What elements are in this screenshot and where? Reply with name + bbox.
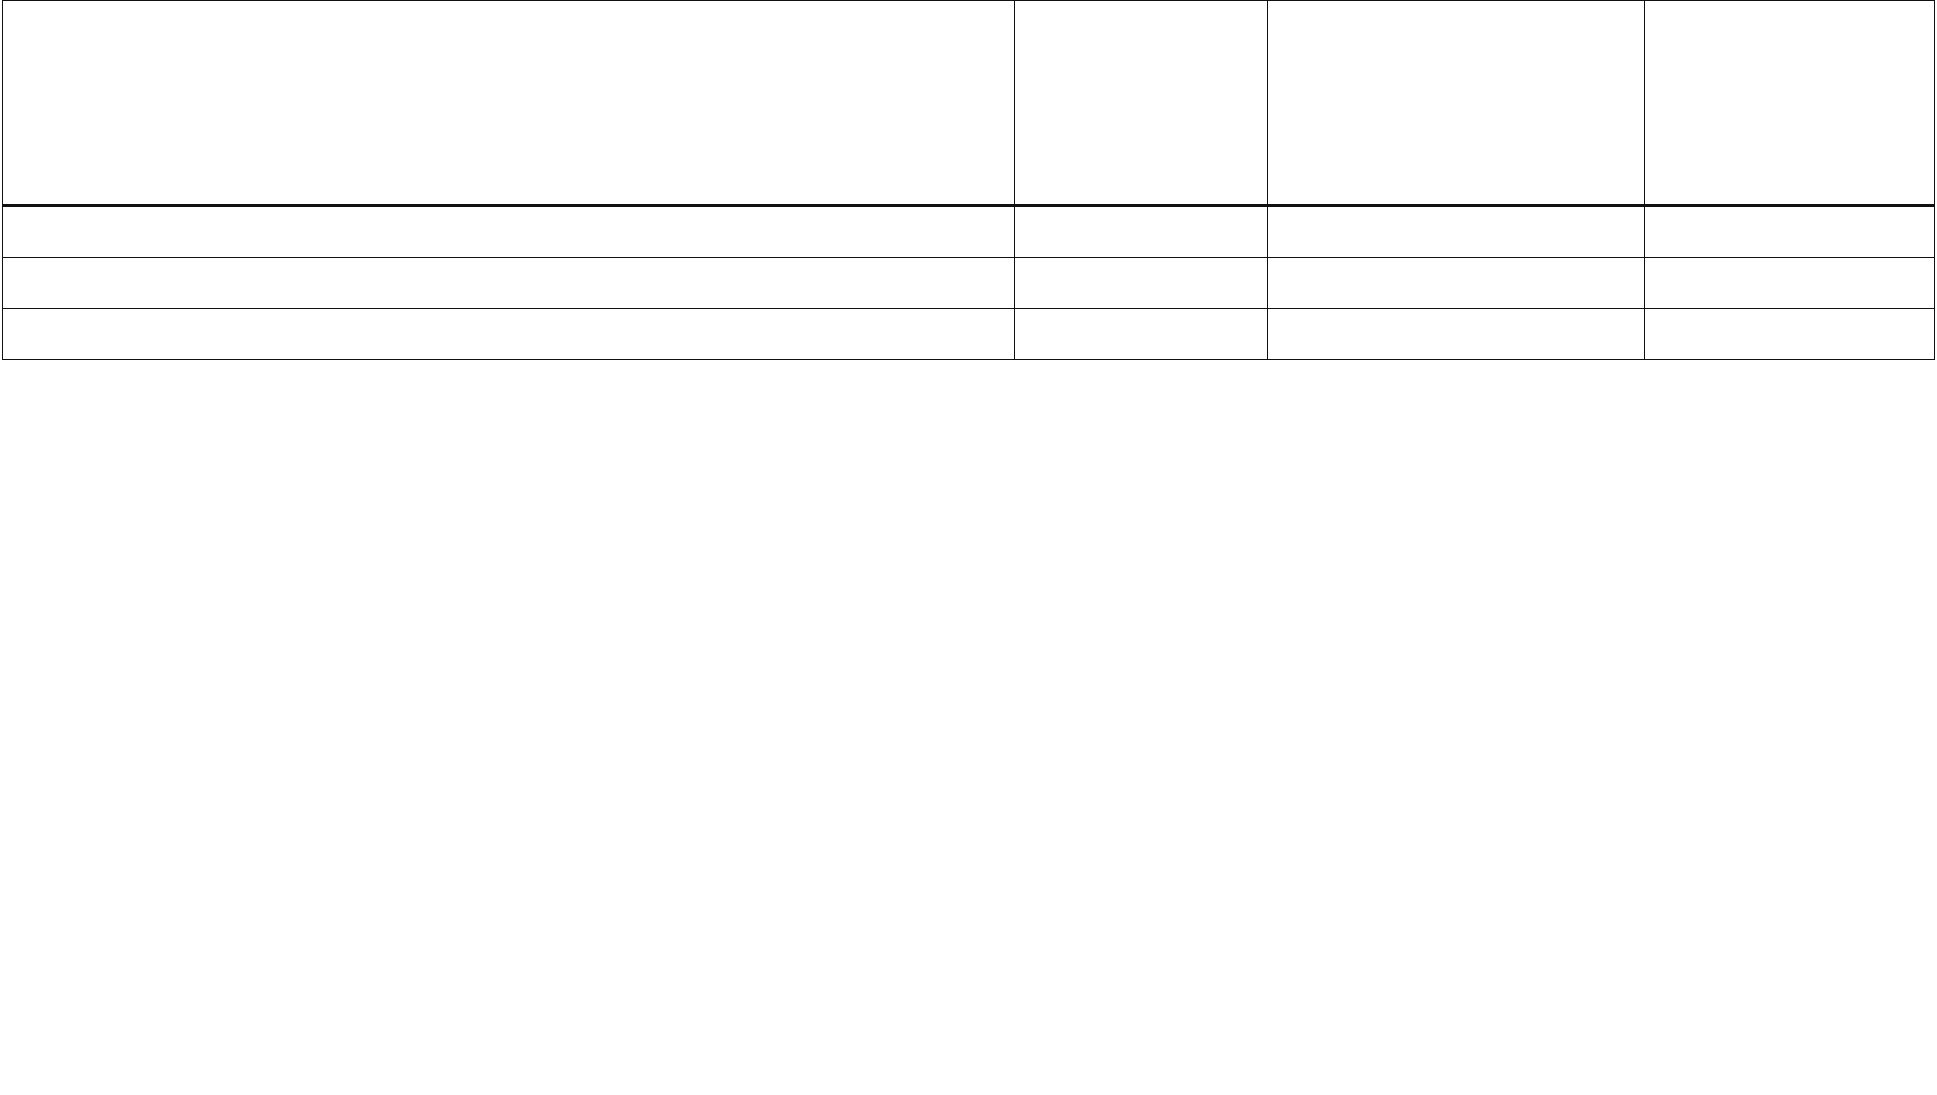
- table-body: [3, 206, 1935, 360]
- variable-label: [3, 258, 1014, 260]
- header-p-label: [1645, 1, 1934, 7]
- p-cell: [1645, 258, 1935, 309]
- p-value: [1645, 309, 1934, 311]
- section-title-cell: [3, 206, 1015, 258]
- hr-value: [1015, 258, 1267, 260]
- table-row: [3, 258, 1935, 309]
- section-empty-cell: [1268, 206, 1645, 258]
- section-empty-cell: [1645, 206, 1935, 258]
- p-value: [1645, 258, 1934, 260]
- section-empty-cell: [1015, 206, 1268, 258]
- variable-label: [3, 309, 1014, 311]
- p-cell: [1645, 309, 1935, 360]
- ci-cell: [1268, 258, 1645, 309]
- section-row: [3, 206, 1935, 258]
- hr-value: [1015, 309, 1267, 311]
- variable-cell: [3, 258, 1015, 309]
- header-row: [3, 1, 1935, 206]
- hr-cell: [1015, 309, 1268, 360]
- table-row: [3, 309, 1935, 360]
- header-variable: [3, 1, 1015, 206]
- ci-value: [1268, 258, 1644, 260]
- variable-cell: [3, 309, 1015, 360]
- header-variable-label: [3, 1, 1014, 7]
- header-ci-label: [1268, 1, 1644, 7]
- header-hr-label: [1015, 1, 1267, 157]
- header-p: [1645, 1, 1935, 206]
- header-ci: [1268, 1, 1645, 206]
- ci-value: [1268, 309, 1644, 311]
- regression-table: [2, 0, 1935, 360]
- section-title: [3, 207, 1014, 209]
- ci-cell: [1268, 309, 1645, 360]
- hr-cell: [1015, 258, 1268, 309]
- header-hr: [1015, 1, 1268, 206]
